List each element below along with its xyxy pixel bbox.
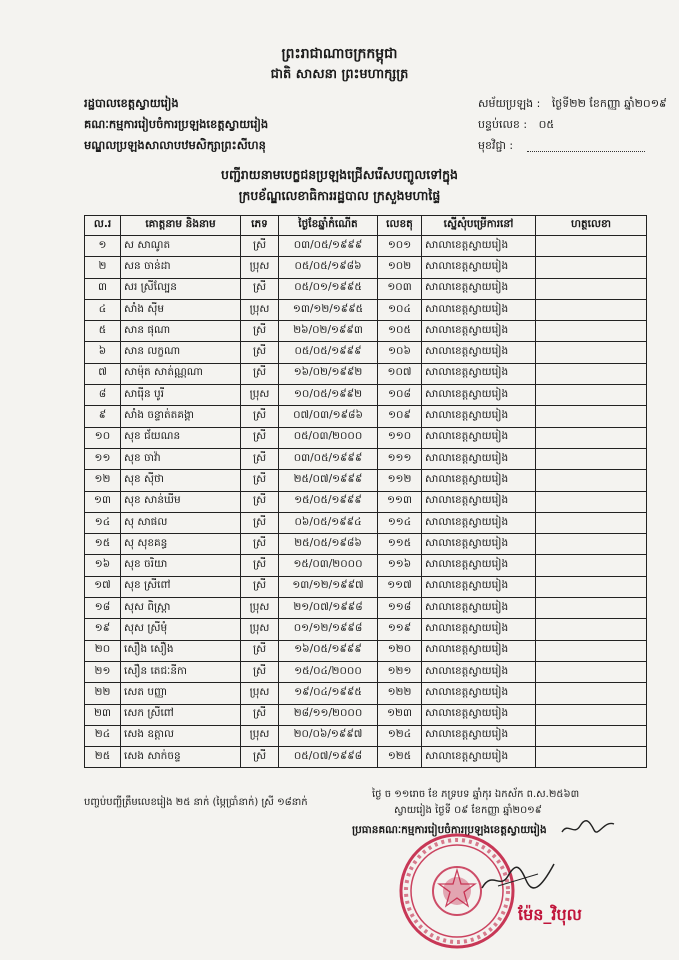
seat-number: ១២៥ (378, 747, 422, 768)
seat-number: ១២០ (378, 640, 422, 661)
row-number: ១៤ (85, 512, 121, 533)
table-header-row (85, 216, 647, 236)
table-row (85, 661, 647, 682)
table-row (85, 747, 647, 768)
seat-number: ១១៧ (378, 576, 422, 597)
row-number: ៤ (85, 299, 121, 320)
candidate-sex: ប្រុស (241, 257, 279, 278)
row-number: ១៥ (85, 534, 121, 555)
candidate-dob: ២៨/១១/២០០០ (279, 704, 378, 725)
row-number: ១ (85, 236, 121, 257)
candidate-sex: ប្រុស (241, 299, 279, 320)
table-row (85, 640, 647, 661)
signer-title: ប្រធានគណៈកម្មការរៀបចំការប្រឡងខេត្តស្វាយរៀង (352, 824, 547, 836)
assigned-place: សាលាខេត្តស្វាយរៀង (422, 406, 536, 427)
candidate-sex: ប្រុស (241, 683, 279, 704)
candidate-dob: ០៦/០៥/១៩៩៤ (279, 512, 378, 533)
candidate-sex: ស្រី (241, 321, 279, 342)
candidate-dob: ០៧/០៣/១៩៨៦ (279, 406, 378, 427)
candidate-name: សុខ ស្រីពៅ (121, 576, 241, 597)
candidate-name: សុស ពិស្ត្រា (121, 598, 241, 619)
assigned-place: សាលាខេត្តស្វាយរៀង (422, 512, 536, 533)
candidate-name: សាំង ស៊ីម (121, 299, 241, 320)
signature-cell (536, 555, 647, 576)
signature-cell (536, 236, 647, 257)
signature-cell (536, 619, 647, 640)
candidate-sex: ស្រី (241, 747, 279, 768)
candidate-dob: ១៩/០៤/១៩៩៥ (279, 683, 378, 704)
col-dob-header: ថ្ងៃខែឆ្នាំកំណើត (279, 216, 378, 236)
seat-number: ១០៩ (378, 406, 422, 427)
col-name-header: គោត្តនាម និងនាម (121, 216, 241, 236)
signature-cell (536, 470, 647, 491)
candidate-sex: ស្រី (241, 406, 279, 427)
lunar-date: ថ្ងៃ ច ១១រោច ខែ ភទ្របទ ឆ្នាំកុរ ឯកស័ក ព.ស.២៥៦៣ (372, 789, 580, 800)
table-row (85, 278, 647, 299)
candidate-name: សាន ផុណា (121, 321, 241, 342)
signature-cell (536, 683, 647, 704)
room-value: ០៥ (538, 118, 555, 131)
candidate-sex: ស្រី (241, 555, 279, 576)
signature-cell (536, 640, 647, 661)
row-number: ១៧ (85, 576, 121, 597)
candidate-name: សេក ស្រីពៅ (121, 704, 241, 725)
candidate-name: សាន លក្ខណា (121, 342, 241, 363)
exam-date-label: សម័យប្រឡង (478, 97, 534, 110)
candidate-table (84, 215, 647, 768)
seat-number: ១២៤ (378, 725, 422, 746)
candidate-name: សុខ ចាវ៉ា (121, 448, 241, 469)
col-place-header: ស្នើសុំបម្រើការនៅ (422, 216, 536, 236)
candidate-sex: ស្រី (241, 576, 279, 597)
candidate-name: សុខ ជ័យណន (121, 427, 241, 448)
candidate-dob: ១០/០៥/១៩៩២ (279, 385, 378, 406)
room-line: បន្ទប់លេខ : ០៥ (478, 118, 554, 134)
table-row (85, 491, 647, 512)
assigned-place: សាលាខេត្តស្វាយរៀង (422, 534, 536, 555)
row-number: ២៣ (85, 704, 121, 725)
assigned-place: សាលាខេត្តស្វាយរៀង (422, 321, 536, 342)
candidate-name: សឿន តេជៈនីកា (121, 661, 241, 682)
assigned-place: សាលាខេត្តស្វាយរៀង (422, 640, 536, 661)
row-number: ២២ (85, 683, 121, 704)
assigned-place: សាលាខេត្តស្វាយរៀង (422, 555, 536, 576)
seat-number: ១១៦ (378, 555, 422, 576)
candidate-dob: ០៥/០៥/១៩៩៩ (279, 342, 378, 363)
assigned-place: សាលាខេត្តស្វាយរៀង (422, 619, 536, 640)
candidate-sex: ស្រី (241, 470, 279, 491)
table-row (85, 342, 647, 363)
session-label: មុខវិជ្ជា (478, 139, 506, 152)
assigned-place: សាលាខេត្តស្វាយរៀង (422, 257, 536, 278)
committee-name: គណៈកម្មការរៀបចំការប្រឡងខេត្តស្វាយរៀង (84, 117, 269, 131)
seat-number: ១១៣ (378, 491, 422, 512)
seat-number: ១០៣ (378, 278, 422, 299)
row-number: ១០ (85, 427, 121, 448)
signature-cell (536, 512, 647, 533)
exam-date-line: សម័យប្រឡង : ថ្ងៃទី២២ ខែកញ្ញា ឆ្នាំ២០១៩ (478, 97, 667, 113)
row-number: ៣ (85, 278, 121, 299)
candidate-sex: ស្រី (241, 704, 279, 725)
signature-cell (536, 427, 647, 448)
signature-cell (536, 534, 647, 555)
seat-number: ១១៤ (378, 512, 422, 533)
row-number: ២៥ (85, 747, 121, 768)
candidate-dob: ២៥/០៧/១៩៩៩ (279, 470, 378, 491)
candidate-dob: ១៦/០៥/១៩៩៩ (279, 640, 378, 661)
session-line: មុខវិជ្ជា : (478, 139, 645, 155)
list-title-line2: ក្របខ័ណ្ឌលេខាធិការរដ្ឋបាល ក្រសួងមហាផ្ទៃ (238, 188, 441, 203)
assigned-place: សាលាខេត្តស្វាយរៀង (422, 470, 536, 491)
candidate-dob: ២០/០៦/១៩៩៧ (279, 725, 378, 746)
seat-number: ១១៩ (378, 619, 422, 640)
candidate-name: សុខ ស៊ីថា (121, 470, 241, 491)
row-number: ២០ (85, 640, 121, 661)
candidate-name: សន ចាន់ដា (121, 257, 241, 278)
row-number: ៩ (85, 406, 121, 427)
candidate-name: សេង សាក់ចន្ទ (121, 747, 241, 768)
col-sex-header: ភេទ (241, 216, 279, 236)
exam-date-value: ថ្ងៃទី២២ ខែកញ្ញា ឆ្នាំ២០១៩ (551, 97, 667, 110)
candidate-sex: ស្រី (241, 661, 279, 682)
candidate-dob: ០៥/០៥/១៩៨៦ (279, 257, 378, 278)
candidate-name: សាម៉ុត សាត់ណ្ណណា (121, 363, 241, 384)
row-number: ១២ (85, 470, 121, 491)
row-number: ១៦ (85, 555, 121, 576)
seat-number: ១១២ (378, 470, 422, 491)
table-row (85, 427, 647, 448)
seat-number: ១២២ (378, 683, 422, 704)
assigned-place: សាលាខេត្តស្វាយរៀង (422, 363, 536, 384)
row-number: ៦ (85, 342, 121, 363)
seat-number: ១២៣ (378, 704, 422, 725)
table-row (85, 512, 647, 533)
table-row (85, 321, 647, 342)
seat-number: ១១៨ (378, 598, 422, 619)
assigned-place: សាលាខេត្តស្វាយរៀង (422, 236, 536, 257)
signature-cell (536, 725, 647, 746)
candidate-name: សុខ សាន់ឃីម (121, 491, 241, 512)
seat-number: ១០៨ (378, 385, 422, 406)
seat-number: ១០១ (378, 236, 422, 257)
candidate-dob: ០៥/០៧/១៩៩៨ (279, 747, 378, 768)
signature-cell (536, 299, 647, 320)
candidate-dob: ១៣/១២/១៩៩៥ (279, 299, 378, 320)
signature-cell (536, 598, 647, 619)
signature-cell (536, 448, 647, 469)
exam-center: មណ្ឌលប្រឡងសាលាបឋមសិក្សាព្រះសីហនុ (84, 138, 266, 152)
kingdom-heading: ព្រះរាជាណាចក្រកម្ពុជា (281, 46, 398, 62)
candidate-sex: ប្រុស (241, 725, 279, 746)
candidate-dob: ២៥/០៥/១៩៨៦ (279, 534, 378, 555)
candidate-sex: ស្រី (241, 278, 279, 299)
table-row (85, 555, 647, 576)
seat-number: ១២១ (378, 661, 422, 682)
national-motto: ជាតិ សាសនា ព្រះមហាក្សត្រ (270, 67, 409, 82)
signature-cell (536, 704, 647, 725)
assigned-place: សាលាខេត្តស្វាយរៀង (422, 491, 536, 512)
table-row (85, 683, 647, 704)
table-row (85, 704, 647, 725)
seat-number: ១០៧ (378, 363, 422, 384)
assigned-place: សាលាខេត្តស្វាយរៀង (422, 278, 536, 299)
candidate-sex: ស្រី (241, 342, 279, 363)
table-row (85, 725, 647, 746)
candidate-name: សរ ស្រីល្បែន (121, 278, 241, 299)
row-number: ២ (85, 257, 121, 278)
signature-cell (536, 576, 647, 597)
session-blank (527, 141, 645, 152)
row-number: ២១ (85, 661, 121, 682)
col-no-header: ល.រ (85, 216, 121, 236)
seat-number: ១០៥ (378, 321, 422, 342)
assigned-place: សាលាខេត្តស្វាយរៀង (422, 576, 536, 597)
row-number: ៧ (85, 363, 121, 384)
assigned-place: សាលាខេត្តស្វាយរៀង (422, 385, 536, 406)
table-row (85, 470, 647, 491)
assigned-place: សាលាខេត្តស្វាយរៀង (422, 427, 536, 448)
table-row (85, 448, 647, 469)
signature-cell (536, 257, 647, 278)
assigned-place: សាលាខេត្តស្វាយរៀង (422, 704, 536, 725)
solar-date: ស្វាយរៀង ថ្ងៃទី ០៩ ខែកញ្ញា ឆ្នាំ២០១៩ (394, 805, 542, 816)
table-row (85, 363, 647, 384)
candidate-dob: ០៥/០៣/២០០០ (279, 427, 378, 448)
row-number: ១៣ (85, 491, 121, 512)
candidate-name: សារ៉ើន បូរី (121, 385, 241, 406)
candidate-sex: ប្រុស (241, 385, 279, 406)
seat-number: ១១០ (378, 427, 422, 448)
assigned-place: សាលាខេត្តស្វាយរៀង (422, 683, 536, 704)
candidate-name: សុ សុខគន្ធ (121, 534, 241, 555)
candidate-dob: ០១/១២/១៩៩៨ (279, 619, 378, 640)
assigned-place: សាលាខេត្តស្វាយរៀង (422, 661, 536, 682)
candidate-name: សុ សាផល (121, 512, 241, 533)
candidate-sex: ប្រុស (241, 598, 279, 619)
signature-cell (536, 385, 647, 406)
candidate-dob: ២៦/០២/១៩៩៣ (279, 321, 378, 342)
candidate-dob: ២១/០៧/១៩៩៨ (279, 598, 378, 619)
table-row (85, 299, 647, 320)
table-row (85, 619, 647, 640)
candidate-sex: ស្រី (241, 363, 279, 384)
candidate-name: សាំង ចន្ទាត់តគង្គា (121, 406, 241, 427)
assigned-place: សាលាខេត្តស្វាយរៀង (422, 342, 536, 363)
assigned-place: សាលាខេត្តស្វាយរៀង (422, 598, 536, 619)
assigned-place: សាលាខេត្តស្វាយរៀង (422, 725, 536, 746)
seat-number: ១១១ (378, 448, 422, 469)
table-body (85, 236, 647, 768)
row-number: ១១ (85, 448, 121, 469)
col-signature-header: ហត្ថលេខា (536, 216, 647, 236)
row-number: ៨ (85, 385, 121, 406)
candidate-dob: ១៣/១២/១៩៩៧ (279, 576, 378, 597)
candidate-sex: ប្រុស (241, 619, 279, 640)
handwritten-signature (478, 860, 558, 894)
table-row (85, 406, 647, 427)
signature-cell (536, 406, 647, 427)
assigned-place: សាលាខេត្តស្វាយរៀង (422, 448, 536, 469)
candidate-dob: ១៦/០២/១៩៩២ (279, 363, 378, 384)
room-label: បន្ទប់លេខ (478, 118, 520, 131)
candidate-sex: ស្រី (241, 640, 279, 661)
candidate-dob: ១៥/០៤/២០០០ (279, 661, 378, 682)
table-row (85, 576, 647, 597)
candidate-sex: ស្រី (241, 236, 279, 257)
seat-number: ១០៤ (378, 299, 422, 320)
candidate-dob: ១៥/០៣/២០០០ (279, 555, 378, 576)
signature-cell (536, 321, 647, 342)
candidate-dob: ០៣/០៥/១៩៩៩ (279, 236, 378, 257)
seat-number: ១០២ (378, 257, 422, 278)
candidate-sex: ស្រី (241, 491, 279, 512)
seat-number: ១១៥ (378, 534, 422, 555)
candidate-name: សុស ស្រីមុំ (121, 619, 241, 640)
signature-cell (536, 363, 647, 384)
row-number: ១៩ (85, 619, 121, 640)
signature-mark (560, 818, 616, 838)
signature-cell (536, 747, 647, 768)
candidate-dob: ០៥/០១/១៩៩៥ (279, 278, 378, 299)
signature-cell (536, 278, 647, 299)
assigned-place: សាលាខេត្តស្វាយរៀង (422, 299, 536, 320)
table-row (85, 257, 647, 278)
candidate-name: សេង ឧត្តាល (121, 725, 241, 746)
signature-cell (536, 342, 647, 363)
row-number: ៥ (85, 321, 121, 342)
table-row (85, 534, 647, 555)
signer-name: ម៉ែន_វិបុល (518, 905, 582, 924)
candidate-name: សុខ ចរិយា (121, 555, 241, 576)
candidate-name: សឿង សឿង (121, 640, 241, 661)
row-number: ២៤ (85, 725, 121, 746)
assigned-place: សាលាខេត្តស្វាយរៀង (422, 747, 536, 768)
row-number: ១៨ (85, 598, 121, 619)
col-seat-header: លេខតុ (378, 216, 422, 236)
candidate-name: សេត បញ្ញា (121, 683, 241, 704)
candidate-sex: ស្រី (241, 448, 279, 469)
candidate-sex: ស្រី (241, 427, 279, 448)
signature-cell (536, 491, 647, 512)
candidate-dob: ០៣/០៥/១៩៩៩ (279, 448, 378, 469)
table-row (85, 236, 647, 257)
province-office: រដ្ឋបាលខេត្តស្វាយរៀង (84, 96, 179, 110)
candidate-sex: ស្រី (241, 534, 279, 555)
signature-cell (536, 661, 647, 682)
candidate-dob: ១៥/០៥/១៩៩៩ (279, 491, 378, 512)
table-row (85, 598, 647, 619)
seat-number: ១០៦ (378, 342, 422, 363)
candidate-name: ស សាណូត (121, 236, 241, 257)
candidate-sex: ស្រី (241, 512, 279, 533)
list-title-line1: បញ្ជីរាយនាមបេក្ខជនប្រឡងជ្រើសរើសបញ្ចូលទៅក្នុង (221, 167, 458, 182)
summary-line: បញ្ចប់បញ្ជីត្រឹមលេខរៀង ២៥ នាក់ (ម្ភៃប្រាំនាក់) ស្រី ១៨នាក់ (84, 797, 308, 808)
table-row (85, 385, 647, 406)
